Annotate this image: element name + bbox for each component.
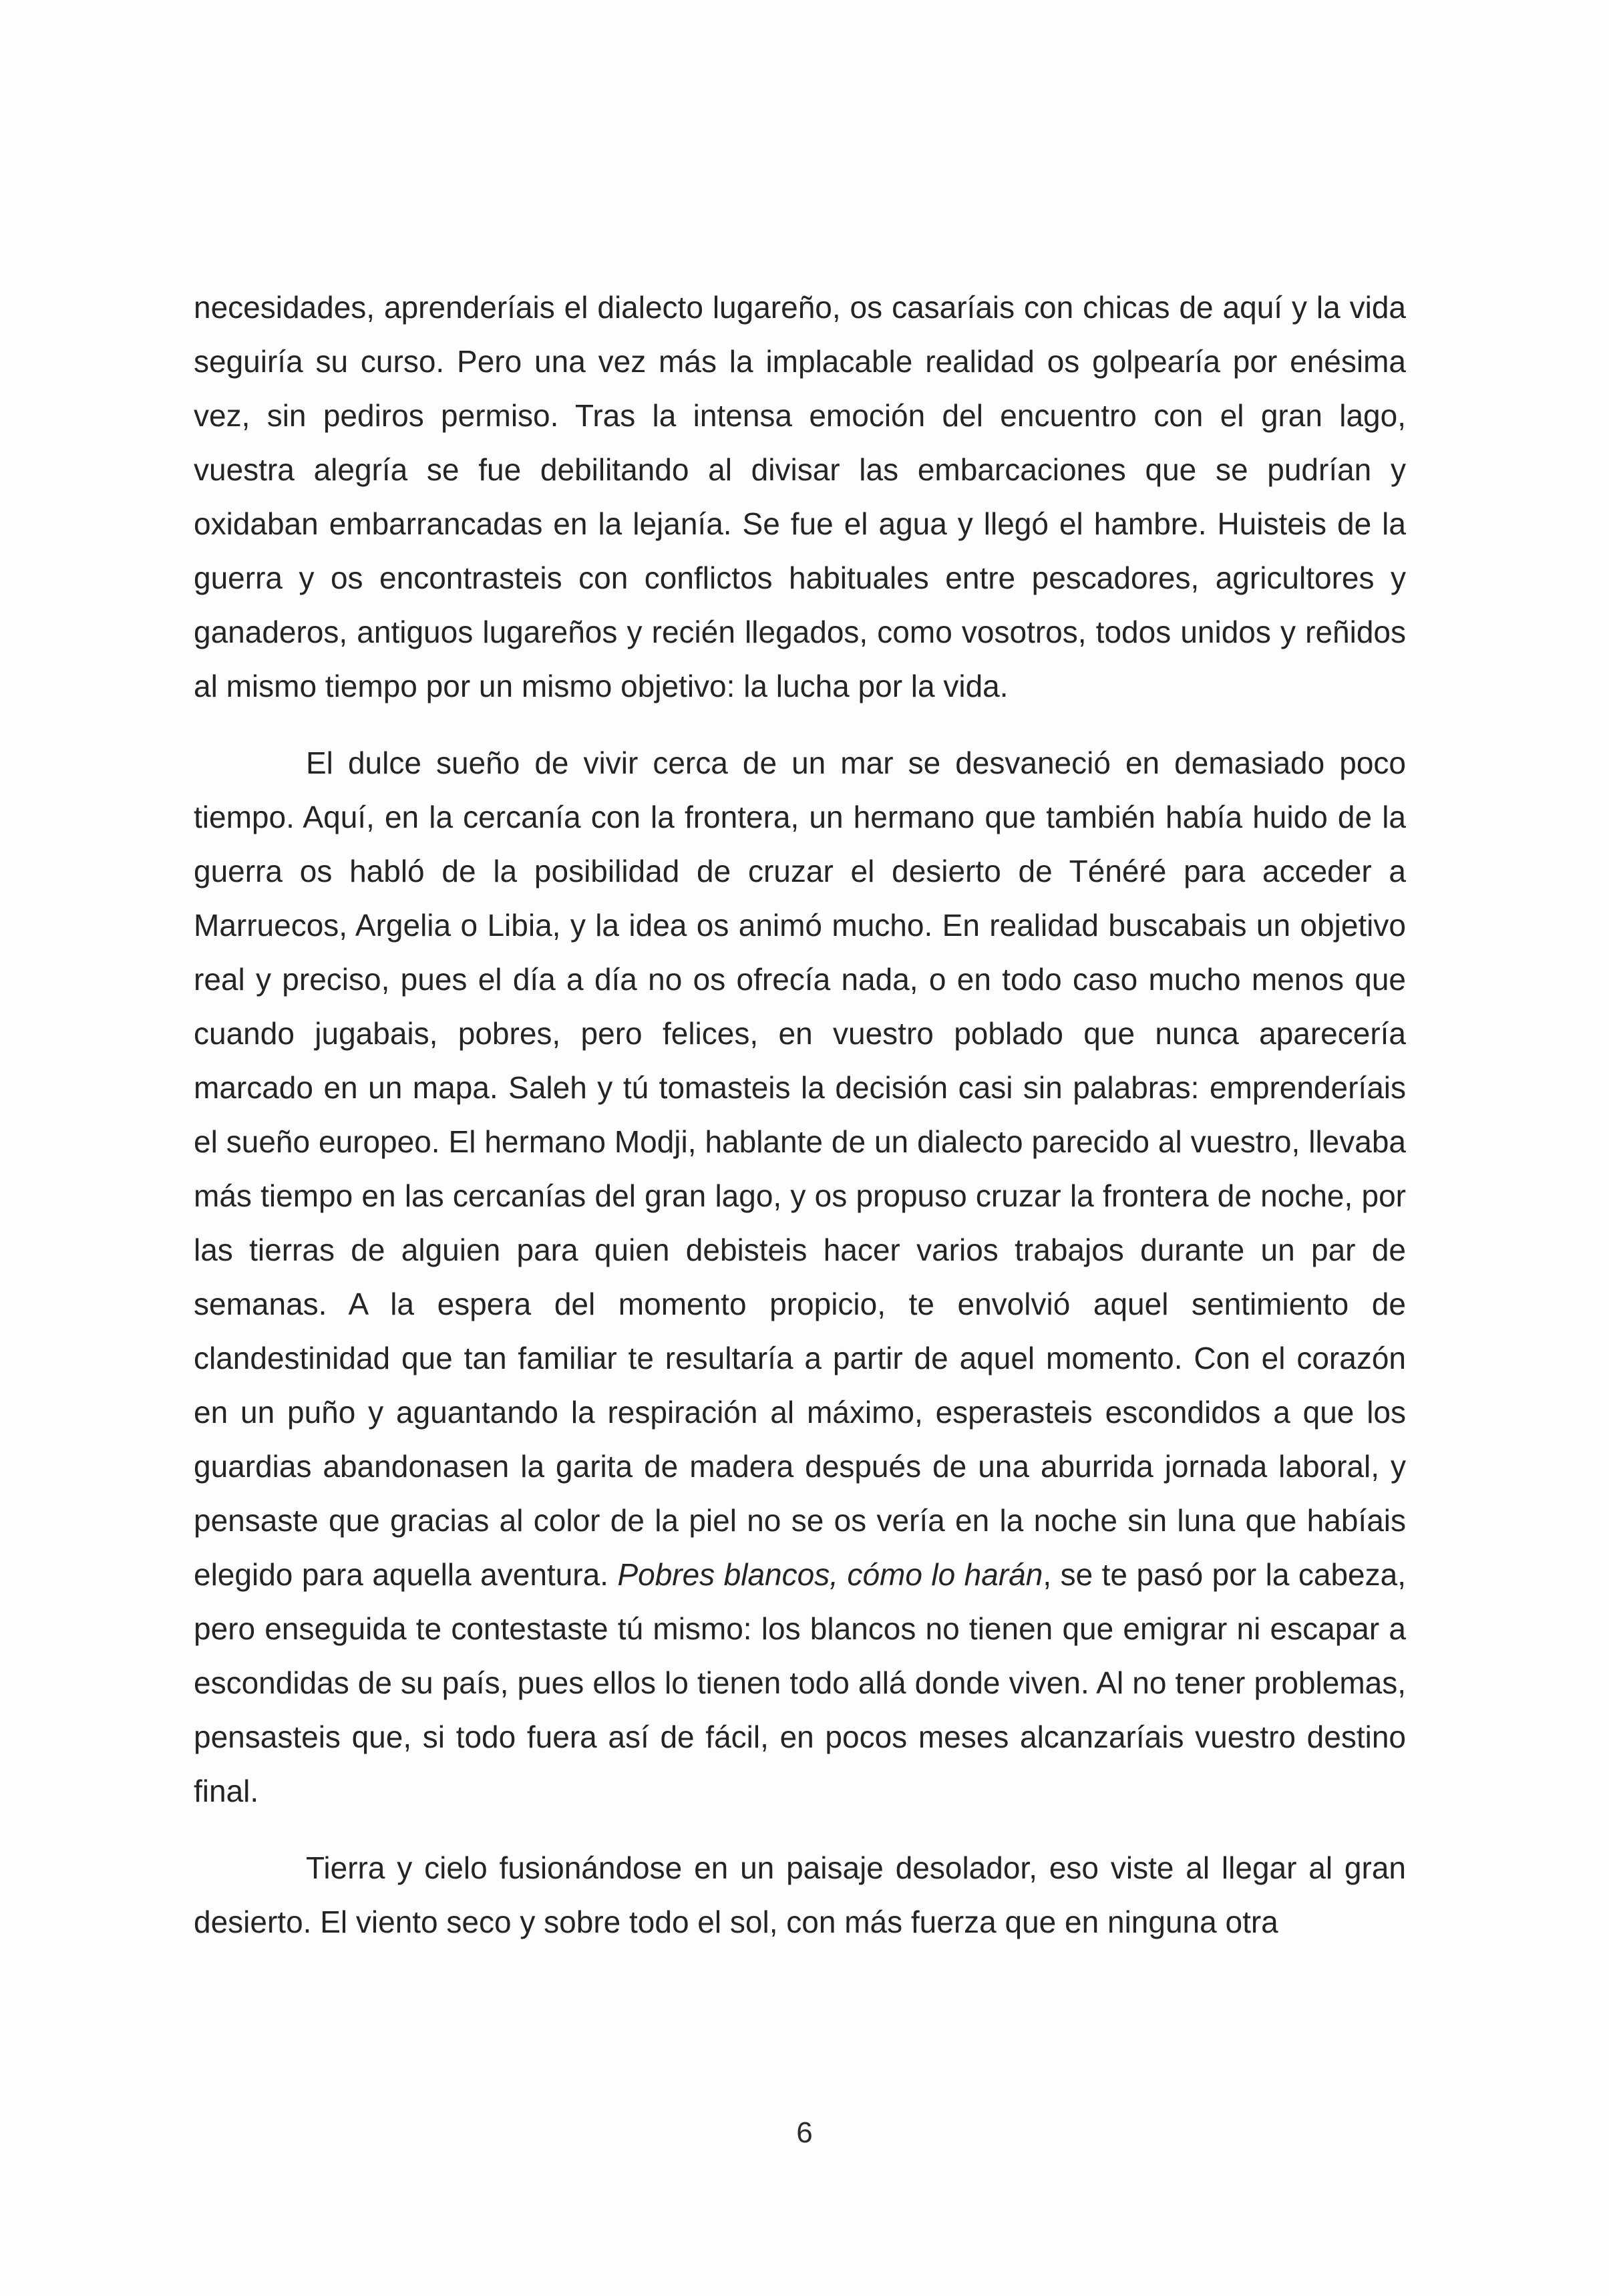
paragraph-2-italic-phrase: Pobres blancos, cómo lo harán xyxy=(617,1557,1043,1592)
body-text xyxy=(194,281,1406,1972)
paragraph-2-text-b: , se te pasó por la cabeza, pero enseguida te contestaste tú mismo: los blancos no tienen que emigrar ni escapar a escondidas de su país, pues ellos lo tienen todo allá donde viven. Al no tener problemas, pensasteis que, si todo fuera así de fácil, en pocos meses alcanzaríais vuestro destino final. xyxy=(194,1557,1406,1808)
paragraph-2 xyxy=(194,736,1406,1818)
paragraph-3-text: Tierra y cielo fusionándose en un paisaje desolador, eso viste al llegar al gran desierto. El viento seco y sobre todo el sol, con más fuerza que en ninguna otra xyxy=(194,1850,1406,1939)
paragraph-2-text-a: El dulce sueño de vivir cerca de un mar se desvaneció en demasiado poco tiempo. Aquí, en la cercanía con la frontera, un hermano que también había huido de la guerra os habló de la posibilidad de cruzar el desierto de Ténéré para acceder a Marruecos, Argelia o Libia, y la idea os animó mucho. En realidad buscabais un objetivo real y preciso, pues el día a día no os ofrecía nada, o en todo caso mucho menos que cuando jugabais, pobres, pero felices, en vuestro poblado que nunca aparecería marcado en un mapa. Saleh y tú tomasteis la decisión casi sin palabras: emprenderíais el sueño europeo. El hermano Modji, hablante de un dialecto parecido al vuestro, llevaba más tiempo en las cercanías del gran lago, y os propuso cruzar la frontera de noche, por las tierras de alguien para quien debisteis hacer varios trabajos durante un par de semanas. A la espera del momento propicio, te envolvió aquel sentimiento de clandestinidad que tan familiar te resultaría a partir de aquel momento. Con el corazón en un puño y aguantando la respiración al máximo, esperasteis escondidos a que los guardias abandonasen la garita de madera después de una aburrida jornada laboral, y pensaste que gracias al color de la piel no se os vería en la noche sin luna que habíais elegido para aquella aventura. xyxy=(194,746,1406,1592)
paragraph-3 xyxy=(194,1841,1406,1949)
paragraph-1-text: necesidades, aprenderíais el dialecto lugareño, os casaríais con chicas de aquí y la vida seguiría su curso. Pero una vez más la implacable realidad os golpearía por enésima vez, sin pediros permiso. Tras la intensa emoción del encuentro con el gran lago, vuestra alegría se fue debilitando al divisar las embarcaciones que se pudrían y oxidaban embarrancadas en la lejanía. Se fue el agua y llegó el hambre. Huisteis de la guerra y os encontrasteis con conflictos habituales entre pescadores, agricultores y ganaderos, antiguos lugareños y recién llegados, como vosotros, todos unidos y reñidos al mismo tiempo por un mismo objetivo: la lucha por la vida. xyxy=(194,290,1406,703)
page-number: 6 xyxy=(796,2116,813,2149)
paragraph-1 xyxy=(194,281,1406,713)
